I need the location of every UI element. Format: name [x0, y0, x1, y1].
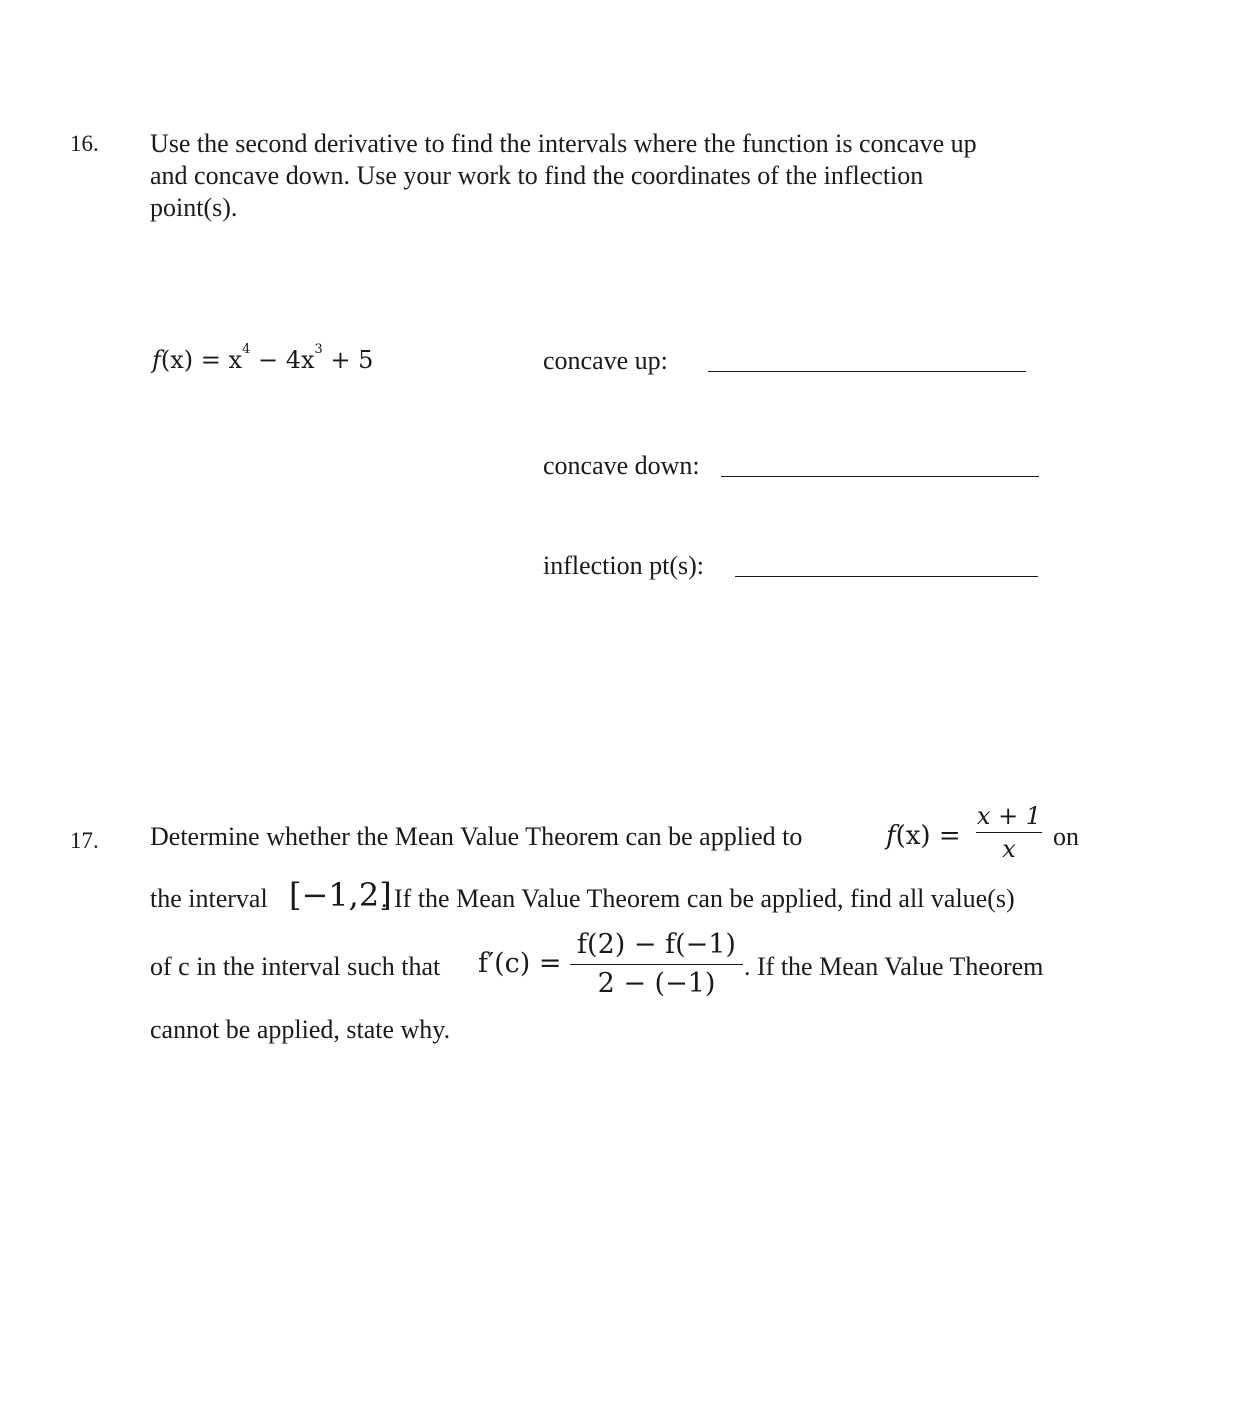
- function-body: (x) = x: [160, 346, 243, 374]
- exponent-4: 4: [242, 342, 251, 357]
- question-16-function: [152, 342, 374, 374]
- question-16-text-line3: point(s).: [150, 193, 238, 222]
- question-16-text-line1: Use the second derivative to find the intervals where the function is concave up: [150, 129, 977, 158]
- question-16-number: 16.: [70, 131, 99, 156]
- mvt-numerator: f(2) − f(−1): [570, 926, 743, 965]
- f-prime-of-c: f′(c) =: [478, 948, 562, 979]
- function-f-of-x: [886, 821, 961, 851]
- question-17-text-line4: cannot be applied, state why.: [150, 1015, 451, 1044]
- function-name: f: [152, 346, 161, 374]
- exponent-3: 3: [314, 342, 323, 357]
- question-17-text-line3b: . If the Mean Value Theorem: [744, 952, 1044, 981]
- question-17-on: on: [1053, 822, 1079, 851]
- mvt-fraction: [570, 926, 743, 1003]
- question-16-text-line2: and concave down. Use your work to find the coordinates of the inflection: [150, 161, 924, 190]
- concave-up-answer-line[interactable]: [708, 371, 1026, 372]
- function-term-plus5: + 5: [322, 346, 374, 374]
- function-fraction: [976, 800, 1042, 865]
- question-17-number: 17.: [70, 828, 99, 853]
- interval: [−1,2]: [289, 876, 392, 914]
- inflection-points-answer-line[interactable]: [735, 576, 1038, 577]
- question-17-text-line2b: . If the Mean Value Theorem can be applied, find all value(s): [381, 884, 1015, 913]
- inflection-points-label: inflection pt(s):: [543, 551, 705, 580]
- fraction-denominator: x: [1002, 835, 1016, 863]
- concave-down-label: concave down:: [543, 451, 700, 480]
- question-17-text-line2a: the interval: [150, 884, 268, 913]
- concave-up-label: concave up:: [543, 346, 668, 375]
- question-17-text-line3a: of c in the interval such that: [150, 952, 441, 981]
- question-17-text-line1: Determine whether the Mean Value Theorem can be applied to: [150, 822, 803, 851]
- function-f: f: [886, 821, 896, 851]
- fraction-numerator: x + 1: [976, 800, 1042, 833]
- function-term-minus4x: − 4x: [250, 346, 315, 374]
- mvt-denominator: 2 − (−1): [597, 968, 716, 999]
- function-f-arg: (x) =: [895, 821, 961, 851]
- concave-down-answer-line[interactable]: [721, 476, 1039, 477]
